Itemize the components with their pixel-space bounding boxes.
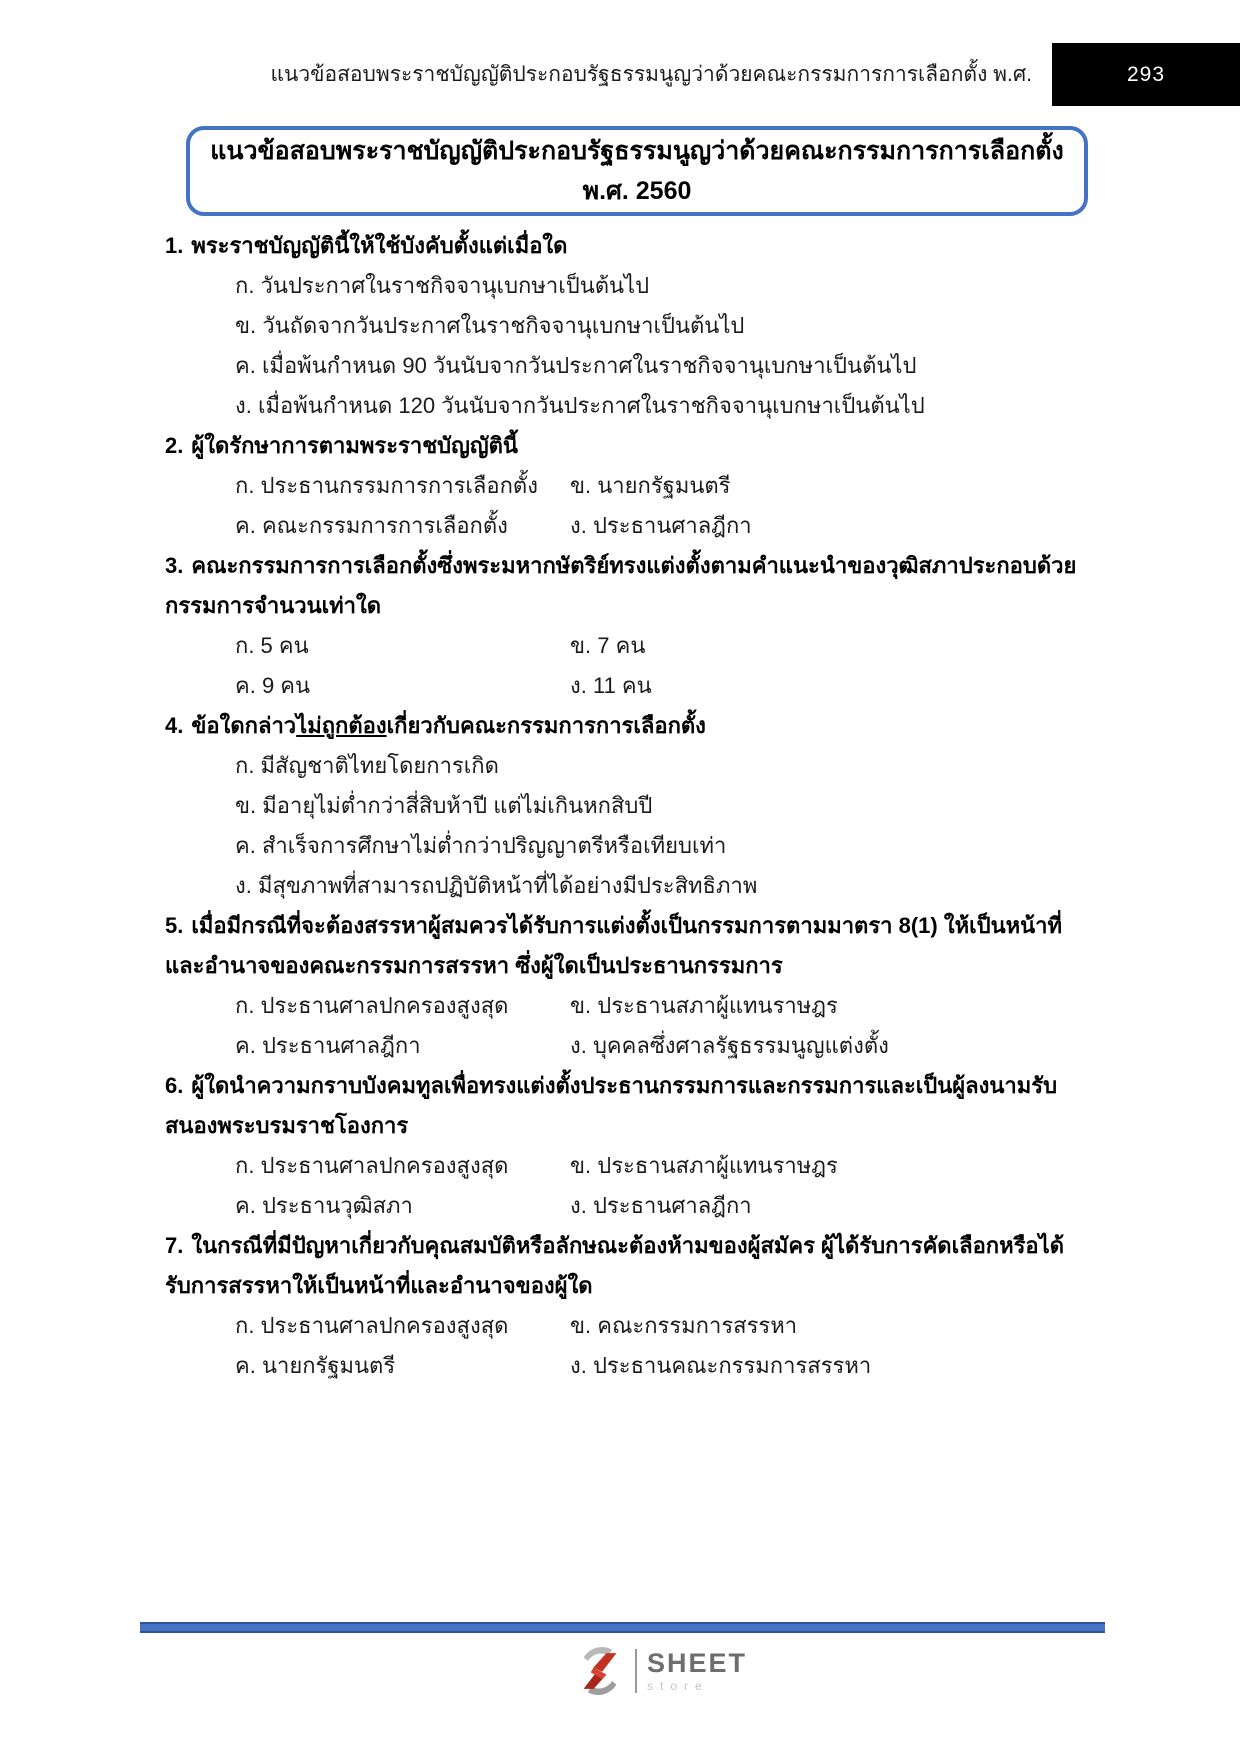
option-item: ก. มีสัญชาติไทยโดยการเกิด — [235, 753, 499, 778]
option-item: ง. บุคคลซึ่งศาลรัฐธรรมนูญแต่งตั้ง — [570, 1033, 889, 1058]
option-item: ก. ประธานศาลปกครองสูงสุด — [235, 1153, 509, 1178]
question-1-text — [165, 226, 1081, 266]
option-item: ค. ประธานวุฒิสภา — [235, 1193, 413, 1218]
question-6-options — [165, 1146, 1081, 1226]
option-item: ค. 9 คน — [235, 673, 311, 698]
question-3-options — [165, 626, 1081, 706]
question-7-text — [165, 1226, 1081, 1306]
option-item: ข. วันถัดจากวันประกาศในราชกิจจานุเบกษาเป็นต้นไป — [235, 313, 745, 338]
question-3-title: คณะกรรมการการเลือกตั้งซึ่งพระมหากษัตริย์ทรงแต่งตั้งตามคำแนะนำของวุฒิสภาประกอบด้วยกรรมการจำนวนเท่าใด — [165, 553, 1077, 618]
option-item: ค. เมื่อพ้นกำหนด 90 วันนับจากวันประกาศในราชกิจจานุเบกษาเป็นต้นไป — [235, 353, 917, 378]
question-6 — [165, 1066, 1081, 1226]
page-header — [0, 0, 1240, 110]
option-item: ง. ประธานคณะกรรมการสรรหา — [570, 1353, 872, 1378]
question-7 — [165, 1226, 1081, 1386]
option-item: ข. นายกรัฐมนตรี — [570, 473, 731, 498]
question-6-title: ผู้ใดนำความกราบบังคมทูลเพื่อทรงแต่งตั้งประธานกรรมการและกรรมการและเป็นผู้ลงนามรับสนองพระบรมราชโองการ — [165, 1073, 1058, 1138]
question-4-text — [165, 706, 1081, 746]
question-1-title: พระราชบัญญัตินี้ให้ใช้บังคับตั้งแต่เมื่อใด — [191, 233, 568, 258]
question-4-options — [165, 746, 1081, 906]
option-item: ง. ประธานศาลฎีกา — [570, 1193, 752, 1218]
running-title: แนวข้อสอบพระราชบัญญัติประกอบรัฐธรรมนูญว่าด้วยคณะกรรมการการเลือกตั้ง พ.ศ. — [270, 63, 1032, 86]
question-2 — [165, 426, 1081, 546]
question-3-number: 3. — [165, 553, 184, 578]
sheet-store-s-icon — [575, 1646, 625, 1696]
question-4-title-after: เกี่ยวกับคณะกรรมการการเลือกตั้ง — [386, 713, 706, 738]
option-item: ง. 11 คน — [570, 673, 652, 698]
logo-sheet-text: SHEET — [647, 1647, 748, 1678]
question-1-number: 1. — [165, 233, 184, 258]
question-5-options — [165, 986, 1081, 1066]
page-title: แนวข้อสอบพระราชบัญญัติประกอบรัฐธรรมนูญว่าด้วยคณะกรรมการการเลือกตั้ง พ.ศ. 2560 — [210, 137, 1064, 205]
option-item: ก. ประธานศาลปกครองสูงสุด — [235, 993, 509, 1018]
question-7-number: 7. — [165, 1233, 184, 1258]
option-item: ค. คณะกรรมการการเลือกตั้ง — [235, 513, 508, 538]
option-item: ก. ประธานกรรมการการเลือกตั้ง — [235, 473, 538, 498]
question-2-title: ผู้ใดรักษาการตามพระราชบัญญัตินี้ — [191, 433, 518, 458]
question-1 — [165, 226, 1081, 426]
question-4-title-underlined: ไม่ถูกต้อง — [296, 713, 387, 738]
option-item: ก. 5 คน — [235, 633, 309, 658]
question-6-text — [165, 1066, 1081, 1146]
question-5-title: เมื่อมีกรณีที่จะต้องสรรหาผู้สมควรได้รับการแต่งตั้งเป็นกรรมการตามมาตรา 8(1) ให้เป็นหน้าที่และอำนาจของคณะกรรมการสรรหา ซึ่งผู้ใดเป็นประธานกรรมการ — [165, 913, 1063, 978]
option-item: ค. ประธานศาลฎีกา — [235, 1033, 421, 1058]
option-item: ค. นายกรัฐมนตรี — [235, 1353, 396, 1378]
question-4-title-before: ข้อใดกล่าว — [191, 713, 297, 738]
question-list — [165, 226, 1081, 1386]
page-number-badge: 293 — [1052, 43, 1240, 106]
option-item: ง. ประธานศาลฎีกา — [570, 513, 752, 538]
question-7-title: ในกรณีที่มีปัญหาเกี่ยวกับคุณสมบัติหรือลักษณะต้องห้ามของผู้สมัคร ผู้ได้รับการคัดเลือกหรือได้รับการสรรหาให้เป็นหน้าที่และอำนาจของผู้ใด — [165, 1233, 1064, 1298]
question-1-options — [165, 266, 1081, 426]
logo-store-text: store — [647, 1678, 709, 1693]
option-item: ข. คณะกรรมการสรรหา — [570, 1313, 798, 1338]
question-5-number: 5. — [165, 913, 184, 938]
question-3-text — [165, 546, 1081, 626]
option-item: ข. ประธานสภาผู้แทนราษฎร — [570, 993, 838, 1018]
question-2-text — [165, 426, 1081, 466]
option-item: ง. มีสุขภาพที่สามารถปฏิบัติหน้าที่ได้อย่างมีประสิทธิภาพ — [235, 873, 758, 898]
question-5 — [165, 906, 1081, 1066]
question-6-number: 6. — [165, 1073, 184, 1098]
option-item: ก. ประธานศาลปกครองสูงสุด — [235, 1313, 509, 1338]
title-box — [186, 126, 1088, 216]
sheet-store-logo — [575, 1645, 747, 1697]
option-item: ง. เมื่อพ้นกำหนด 120 วันนับจากวันประกาศในราชกิจจานุเบกษาเป็นต้นไป — [235, 393, 925, 418]
option-item: ข. 7 คน — [570, 633, 646, 658]
footer-divider-rule — [140, 1622, 1105, 1633]
logo-text — [647, 1647, 748, 1693]
option-item: ค. สำเร็จการศึกษาไม่ต่ำกว่าปริญญาตรีหรือเทียบเท่า — [235, 833, 727, 858]
question-4 — [165, 706, 1081, 906]
option-item: ข. ประธานสภาผู้แทนราษฎร — [570, 1153, 838, 1178]
logo-divider — [635, 1649, 637, 1693]
question-3 — [165, 546, 1081, 706]
question-4-number: 4. — [165, 713, 184, 738]
question-2-number: 2. — [165, 433, 184, 458]
question-2-options — [165, 466, 1081, 546]
option-item: ข. มีอายุไม่ต่ำกว่าสี่สิบห้าปี แต่ไม่เกินหกสิบปี — [235, 793, 653, 818]
question-5-text — [165, 906, 1081, 986]
option-item: ก. วันประกาศในราชกิจจานุเบกษาเป็นต้นไป — [235, 273, 650, 298]
question-7-options — [165, 1306, 1081, 1386]
